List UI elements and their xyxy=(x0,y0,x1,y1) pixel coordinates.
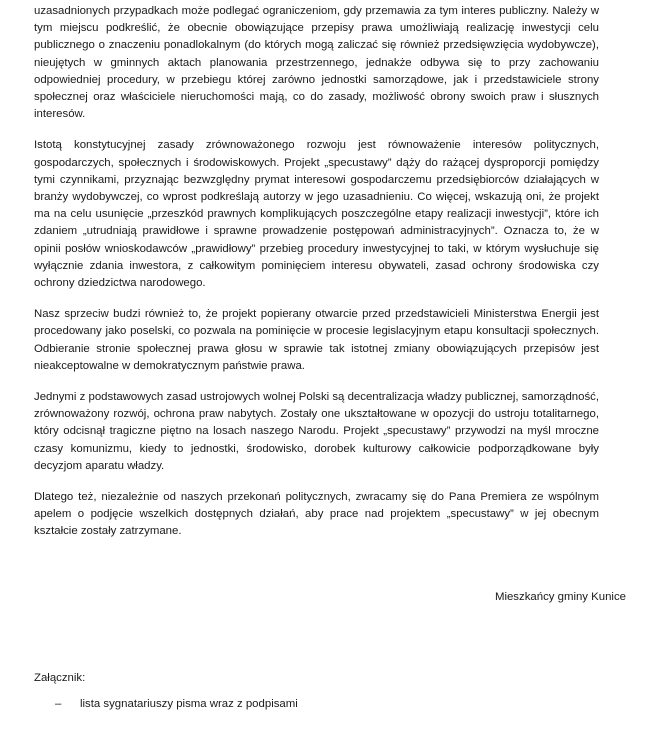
paragraph-sustainable-development: Istotą konstytucyjnej zasady zrównoważonego rozwoju jest równoważenie interesów politycznych, gospodarczych, społecznych i środowiskowych. Projekt „specustawy” dąży do rażącej dysproporcji pomiędzy tymi czynnikami, przyznając bezwzględny prymat interesowi gospodarczemu przedsiębiorców działających w branży wydobywczej, co wprost podkreślają autorzy w jego uzasadnieniu. Co więcej, wskazują oni, że projekt ma na celu usunięcie „przeszkód prawnych komplikujących poszczególne etapy realizacji inwestycji”, które ich zdaniem „utrudniają prawidłowe i sprawne prowadzenie postępowań administracyjnych”. Oznacza to, że w opinii posłów wnioskodawców „prawidłowy” przebieg procedury inwestycyjnej to taki, w którym wysłuchuje się wyłącznie zdania inwestora, z całkowitym pominięciem interesu obywateli, zasad ochrony środowiska czy ochrony dziedzictwa narodowego. xyxy=(34,139,599,290)
paragraph-objection: Nasz sprzeciw budzi również to, że projekt popierany otwarcie przed przedstawicieli Ministerstwa Energii jest procedowany jako poselski, co pozwala na pominięcie w procesie legislacyjnym etapu konsultacji społecznych. Odbieranie stronie społecznej prawa głosu w sprawie tak istotnej zmiany obowiązujących przepisów jest nieakceptowalne w demokratycznym państwie prawa. xyxy=(34,308,599,372)
letter-body xyxy=(34,3,599,555)
list-item xyxy=(55,696,298,713)
paragraph-constitutional-principles: Jednymi z podstawowych zasad ustrojowych wolnej Polski są decentralizacja władzy publicznej, samorządność, zrównoważony rozwój, ochrona praw nabytych. Zostały one ukształtowane w opozycji do ustroju totalitarnego, który odcisnął tragiczne piętno na losach naszego Narodu. Projekt „specustawy” przywodzi na myśl mroczne czasy komunizmu, kiedy to jednostki, środowisko, dorobek kulturowy całkowicie podporządkowane były decyzjom aparatu władzy. xyxy=(34,391,599,472)
paragraph-continuation: uzasadnionych przypadkach może podlegać ograniczeniom, gdy przemawia za tym interes publiczny. Należy w tym miejscu podkreślić, że obecnie obowiązujące przepisy prawa umożliwiają realizację inwestycji celu publicznego o znaczeniu ponadlokalnym (do których mogą zaliczać się również przedsięwzięcia wydobywcze), nieujętych w gminnych aktach planowania przestrzennego, jednakże odbywa się to przy zachowaniu odpowiedniej procedury, w przebiegu której zarówno jednostki samorządowe, jak i przedstawiciele strony społecznej oraz właściciele nieruchomości mają, co do zasady, możliwość obrony swoich praw i słusznych interesów. xyxy=(34,5,599,121)
attachment-label: Załącznik: xyxy=(34,672,86,684)
attachment-list xyxy=(55,696,298,713)
paragraph-appeal: Dlatego też, niezależnie od naszych przekonań politycznych, zwracamy się do Pana Premiera ze wspólnym apelem o podjęcie wszelkich dostępnych działań, aby prace nad projektem „specustawy” w jej obecnym kształcie zostały zatrzymane. xyxy=(34,491,599,538)
list-bullet-dash: – xyxy=(55,698,62,710)
list-item-text: lista sygnatariuszy pisma wraz z podpisami xyxy=(80,698,298,710)
signature: Mieszkańcy gminy Kunice xyxy=(494,591,626,603)
